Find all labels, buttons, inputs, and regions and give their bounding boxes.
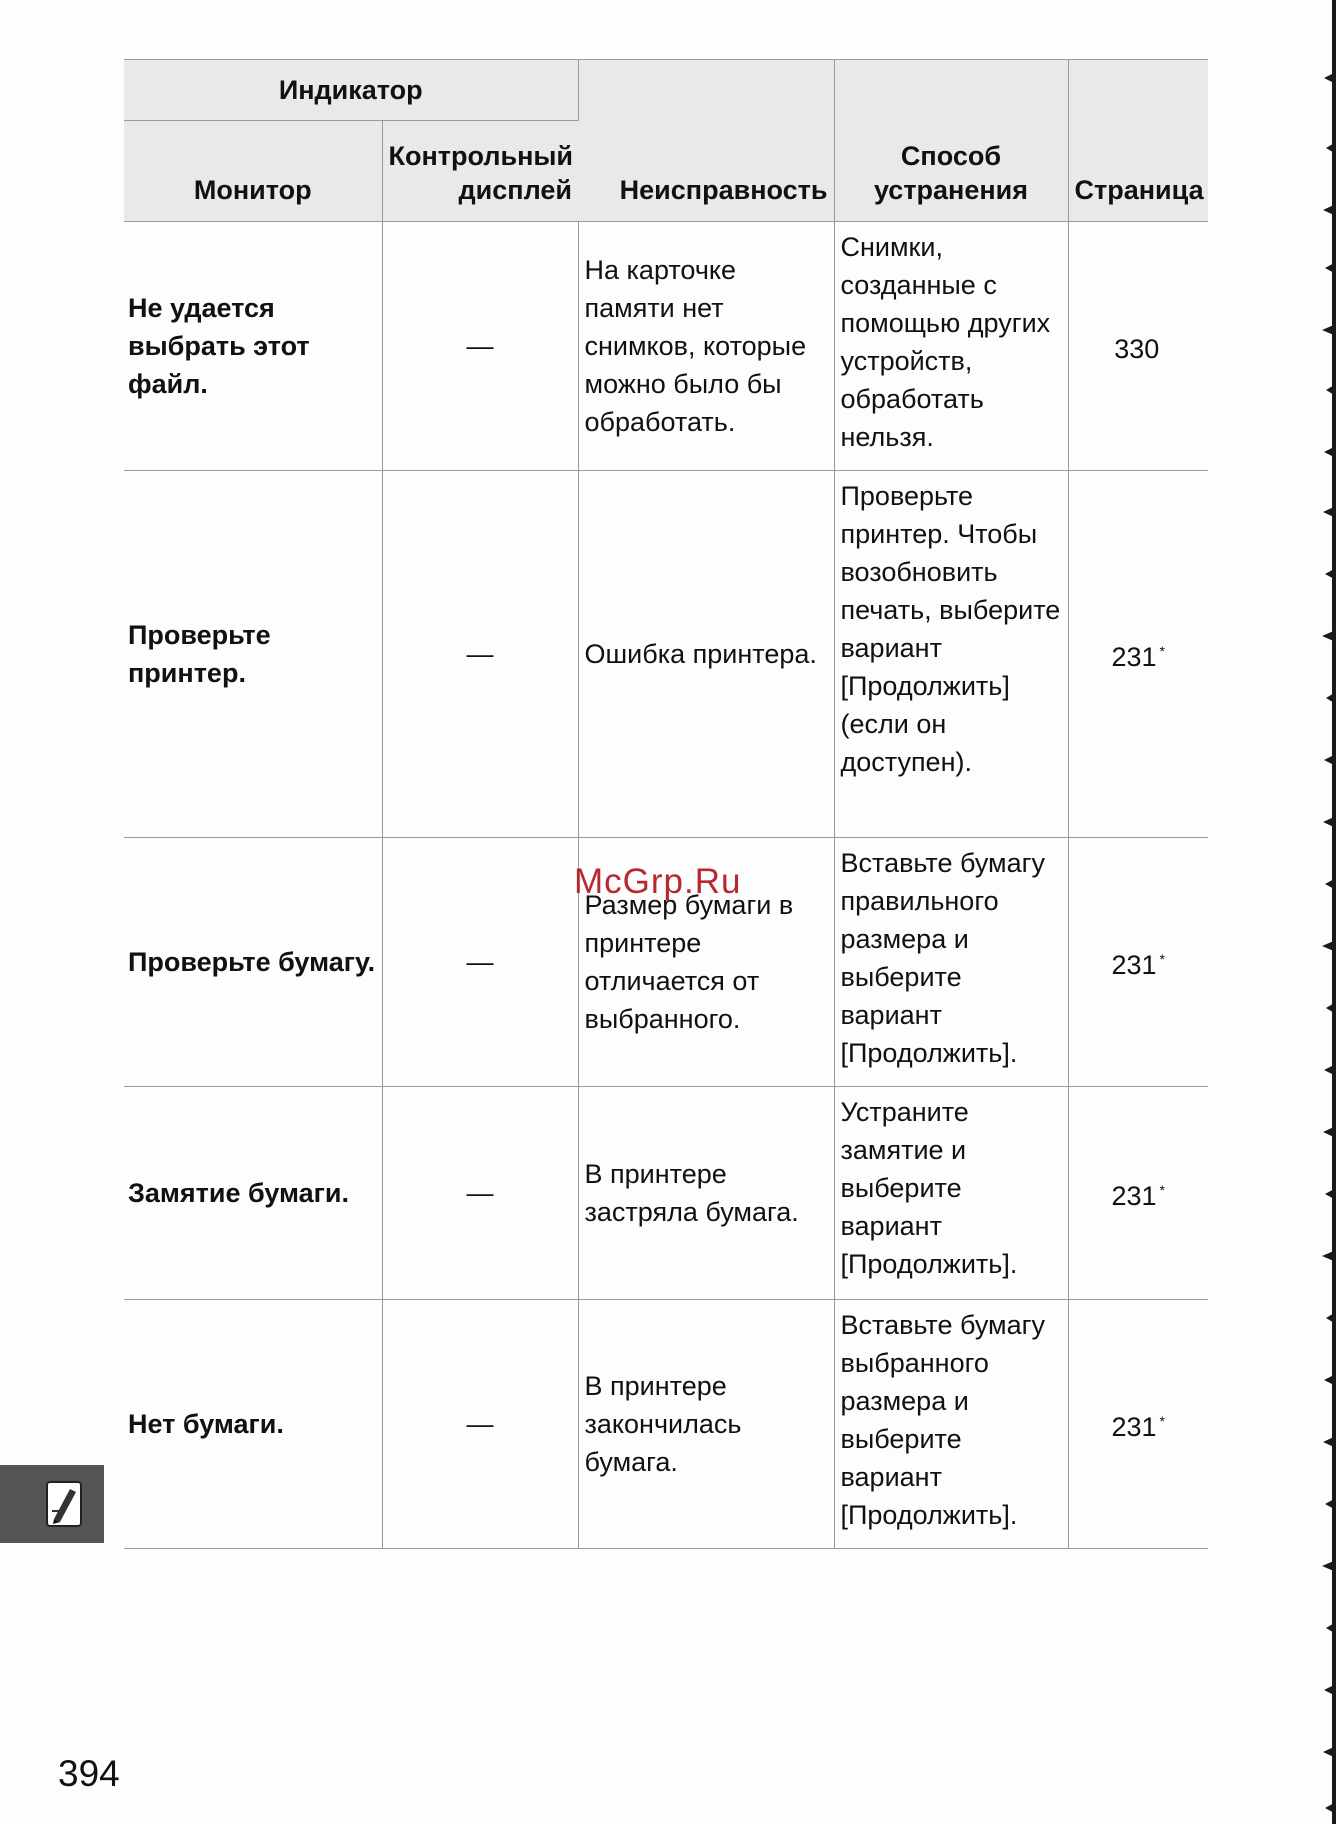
solution-text: Снимки, созданные с помощью других устройств, обработать нельзя. [834, 222, 1068, 471]
page-reference [1068, 222, 1208, 471]
control-display-value: — [382, 471, 578, 838]
binding-edge-marks [1318, 0, 1336, 1824]
table-row [124, 1087, 1208, 1300]
control-display-value: — [382, 1300, 578, 1549]
page-footnote-mark: * [1159, 951, 1165, 967]
monitor-message: Не удается выбрать этот файл. [124, 222, 382, 471]
page-reference [1068, 1087, 1208, 1300]
table-row [124, 222, 1208, 471]
problem-header: Неисправность [578, 60, 834, 222]
page-number-ref: 330 [1114, 334, 1160, 364]
table-row [124, 1300, 1208, 1549]
problem-text: На карточке памяти нет снимков, которые можно было бы обработать. [578, 222, 834, 471]
section-tab [0, 1465, 104, 1543]
page-footnote-mark: * [1159, 1182, 1165, 1198]
problem-text: В принтере закончилась бумага. [578, 1300, 834, 1549]
page-reference [1068, 838, 1208, 1087]
monitor-message: Нет бумаги. [124, 1300, 382, 1549]
monitor-header: Монитор [124, 121, 382, 222]
control-display-value: — [382, 1087, 578, 1300]
control-display-header: Контрольный дисплей [382, 121, 578, 222]
page-number: 394 [58, 1753, 120, 1794]
problem-text: В принтере застряла бумага. [578, 1087, 834, 1300]
solution-text: Устраните замятие и выберите вариант [Продолжить]. [834, 1087, 1068, 1300]
control-display-value: — [382, 222, 578, 471]
pencil-note-icon [46, 1481, 82, 1527]
indicator-group-header: Индикатор [124, 60, 578, 121]
page-footnote-mark: * [1159, 643, 1165, 659]
watermark: McGrp.Ru [574, 862, 742, 901]
solution-header: Способ устранения [834, 60, 1068, 222]
page-number-ref: 231 [1111, 642, 1157, 672]
monitor-message: Замятие бумаги. [124, 1087, 382, 1300]
control-display-value: — [382, 838, 578, 1087]
solution-text: Проверьте принтер. Чтобы возобновить печать, выберите вариант [Продолжить] (если он доступен). [834, 471, 1068, 838]
troubleshooting-table [124, 59, 1208, 1549]
solution-text: Вставьте бумагу выбранного размера и выберите вариант [Продолжить]. [834, 1300, 1068, 1549]
solution-text: Вставьте бумагу правильного размера и выберите вариант [Продолжить]. [834, 838, 1068, 1087]
page-number-ref: 231 [1111, 1412, 1157, 1442]
page-reference [1068, 1300, 1208, 1549]
page-reference [1068, 471, 1208, 838]
monitor-message: Проверьте принтер. [124, 471, 382, 838]
page-header: Страница [1068, 60, 1208, 222]
monitor-message: Проверьте бумагу. [124, 838, 382, 1087]
page-number-ref: 231 [1111, 950, 1157, 980]
table-row [124, 471, 1208, 838]
header-row-group [124, 60, 1208, 121]
page-footnote-mark: * [1159, 1413, 1165, 1429]
problem-text: Ошибка принтера. [578, 471, 834, 838]
page-number-ref: 231 [1111, 1181, 1157, 1211]
problem-text: Размер бумаги в принтере отличается от выбранного. [578, 838, 834, 1087]
